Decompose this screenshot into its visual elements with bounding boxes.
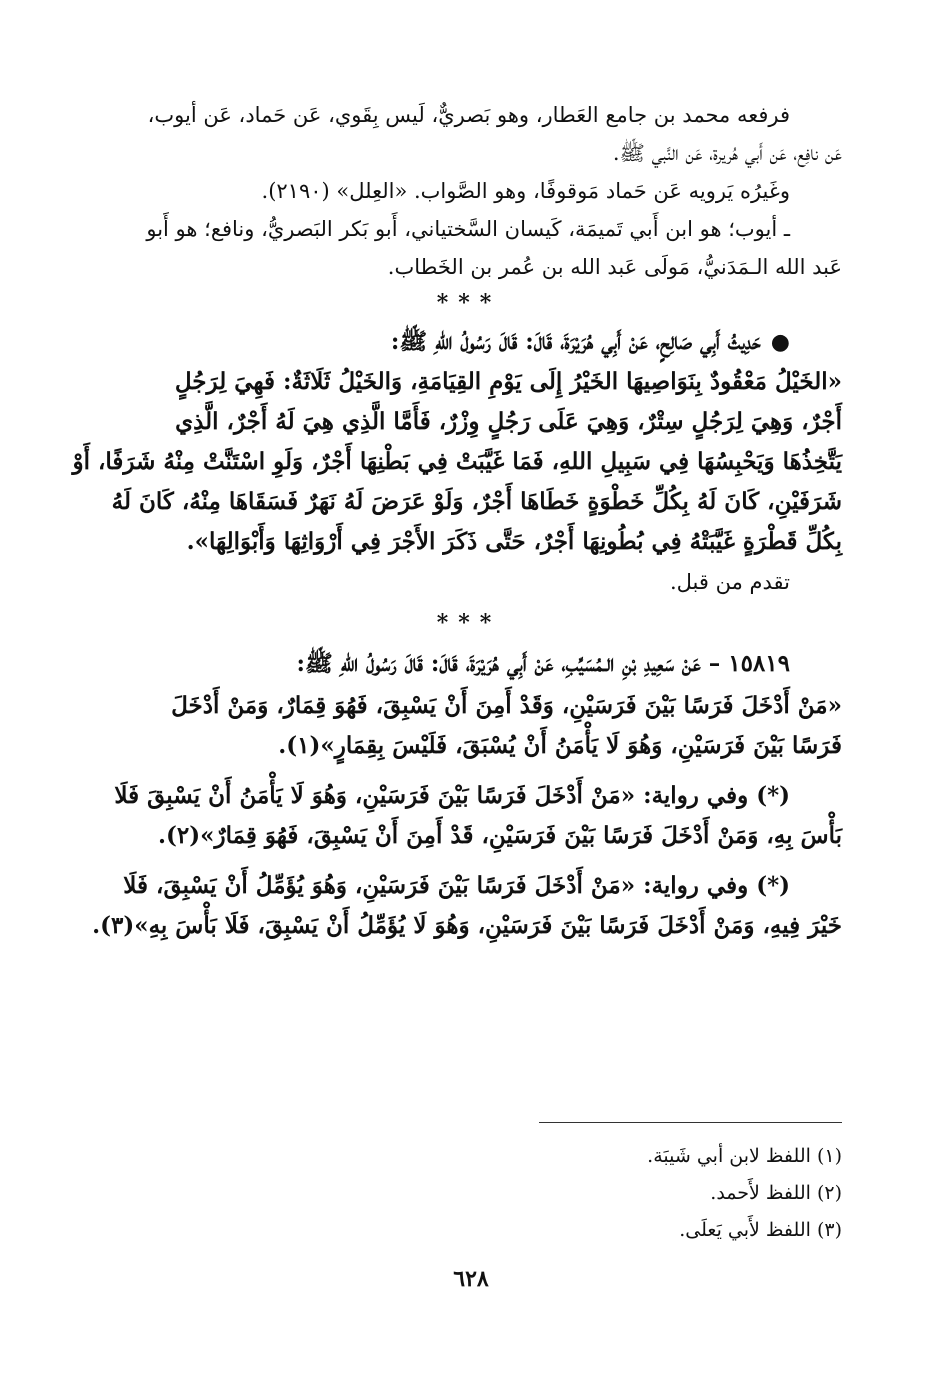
page-number: ٦٢٨ <box>453 1266 489 1292</box>
hadith-line: «الخَيْلُ مَعْقُودٌ بِنَوَاصِيهَا الخَيْرُ إِلَى يَوْمِ القِيَامَةِ، وَالخَيْلُ ثَلَاثَةٌ: فَهِيَ لِرَجُلٍ <box>174 368 842 395</box>
section-separator: *** <box>436 610 502 636</box>
footnote: (١) اللفظ لابن أبي شَيبَة. <box>647 1145 842 1167</box>
page-body <box>72 96 842 946</box>
text-line: عَبد الله الـمَدَنيُّ، مَولَى عَبد الله بن عُمر بن الخَطاب. <box>387 255 842 279</box>
hadith-line: «مَنْ أَدْخَلَ فَرَسًا بَيْنَ فَرَسَيْنِ، وَقَدْ أَمِنَ أَنْ يَسْبِقَ، فَهُوَ قِمَارٌ، وَمَنْ أَدْخَلَ <box>171 692 842 719</box>
text-line: عَن نافِع، عَن أَبي هُريرة، عَن النَّبي ﷺ. <box>612 141 842 165</box>
hadith-line: أَجْرٌ، وَهِيَ لِرَجُلٍ سِتْرٌ، وَهِيَ عَلَى رَجُلٍ وِزْرٌ، فَأَمَّا الَّذِي هِيَ لَهُ أَجْرٌ، الَّذِي <box>175 408 842 435</box>
variant-line: خَيْرَ فِيهِ، وَمَنْ أَدْخَلَ فَرَسًا بَيْنَ فَرَسَيْنِ، وَهُوَ لَا يُؤَمِّلُ أَنْ يَسْبِقَ، فَلَا بَأْسَ بِهِ»(٣). <box>92 912 842 939</box>
hadith-line: شَرَفَيْنِ، كَانَ لَهُ بِكُلِّ خَطْوَةٍ خَطَاهَا أَجْرٌ، وَلَوْ عَرَضَ لَهُ نَهَرٌ فَسَقَاهَا مِنْهُ، كَانَ لَهُ <box>111 488 842 515</box>
hadith-line: يَتَّخِذُهَا وَيَحْبِسُهَا فِي سَبِيلِ اللهِ، فَمَا غَيَّبَتْ فِي بَطْنِهَا أَجْرٌ، وَلَوِ اسْتَنَّتْ مِنْهُ شَرَفًا، أَوْ <box>72 448 842 475</box>
cross-reference-note: تقدم من قبل. <box>669 570 790 594</box>
footnote: (٣) اللفظ لأَبي يَعلَى. <box>679 1219 842 1241</box>
hadith-abi-salih <box>72 322 842 562</box>
entry-dash: – <box>708 650 721 677</box>
footnotes <box>342 1138 842 1249</box>
intro-paragraph <box>96 96 842 286</box>
hadith-line: بِكُلِّ قَطْرَةٍ غَيَّبَتْهُ فِي بُطُونِهَا أَجْرٌ، حَتَّى ذَكَرَ الأَجْرَ فِي أَرْوَاثِهَا وَأَبْوَالِهَا». <box>186 528 842 555</box>
entry-15819 <box>92 642 842 946</box>
entry-heading <box>96 642 842 686</box>
entry-heading-text: عَنْ سَعِيدِ بْنِ الـمُسَيِّبِ، عَنْ أَبِي هُرَيْرَةَ، قَالَ: قَالَ رَسُولُ اللهِ ﷺ: <box>296 650 701 677</box>
entry-number: ١٥٨١٩ <box>728 650 790 677</box>
section-separator: *** <box>436 290 502 316</box>
text-line: وغَيرُه يَرويه عَن حَماد مَوقوفًا، وهو الصَّواب. «العِلل» (٢١٩٠). <box>261 179 790 203</box>
footnote-divider <box>539 1122 842 1123</box>
hadith-heading-text: حَدِيثُ أَبِي صَالِحٍ، عَنْ أَبِي هُرَيْرَةَ، قَالَ: قَالَ رَسُولُ اللهِ ﷺ: <box>390 328 761 355</box>
variant-line: (*) وفي رواية: «مَنْ أَدْخَلَ فَرَسًا بَيْنَ فَرَسَيْنِ، وَهُوَ لَا يَأْمَنُ أَنْ يَسْبِقَ فَلَا <box>114 782 790 809</box>
text-line: ـ أيوب؛ هو ابن أَبي تَميمَة، كَيسان السَّختياني، أَبو بَكر البَصريُّ، ونافع؛ هو أَبو <box>146 217 790 241</box>
footnote: (٢) اللفظ لأَحمد. <box>710 1182 842 1204</box>
bullet-icon: ● <box>770 329 790 355</box>
hadith-line: فَرَسًا بَيْنَ فَرَسَيْنِ، وَهُوَ لَا يَأْمَنُ أَنْ يُسْبَقَ، فَلَيْسَ بِقِمَارٍ»(١). <box>278 732 842 759</box>
text-line: فرفعه محمد بن جامع العَطار، وهو بَصريٌّ، لَيس بِقَوي، عَن حَماد، عَن أيوب، <box>147 103 790 127</box>
hadith-heading <box>96 322 842 362</box>
variant-line: بَأْسَ بِهِ، وَمَنْ أَدْخَلَ فَرَسًا بَيْنَ فَرَسَيْنِ، قَدْ أَمِنَ أَنْ يَسْبِقَ، فَهُوَ قِمَارٌ»(٢). <box>158 822 842 849</box>
variant-line: (*) وفي رواية: «مَنْ أَدْخَلَ فَرَسًا بَيْنَ فَرَسَيْنِ، وَهُوَ يُؤَمِّلُ أَنْ يَسْبِقَ، فَلَا <box>123 872 790 899</box>
